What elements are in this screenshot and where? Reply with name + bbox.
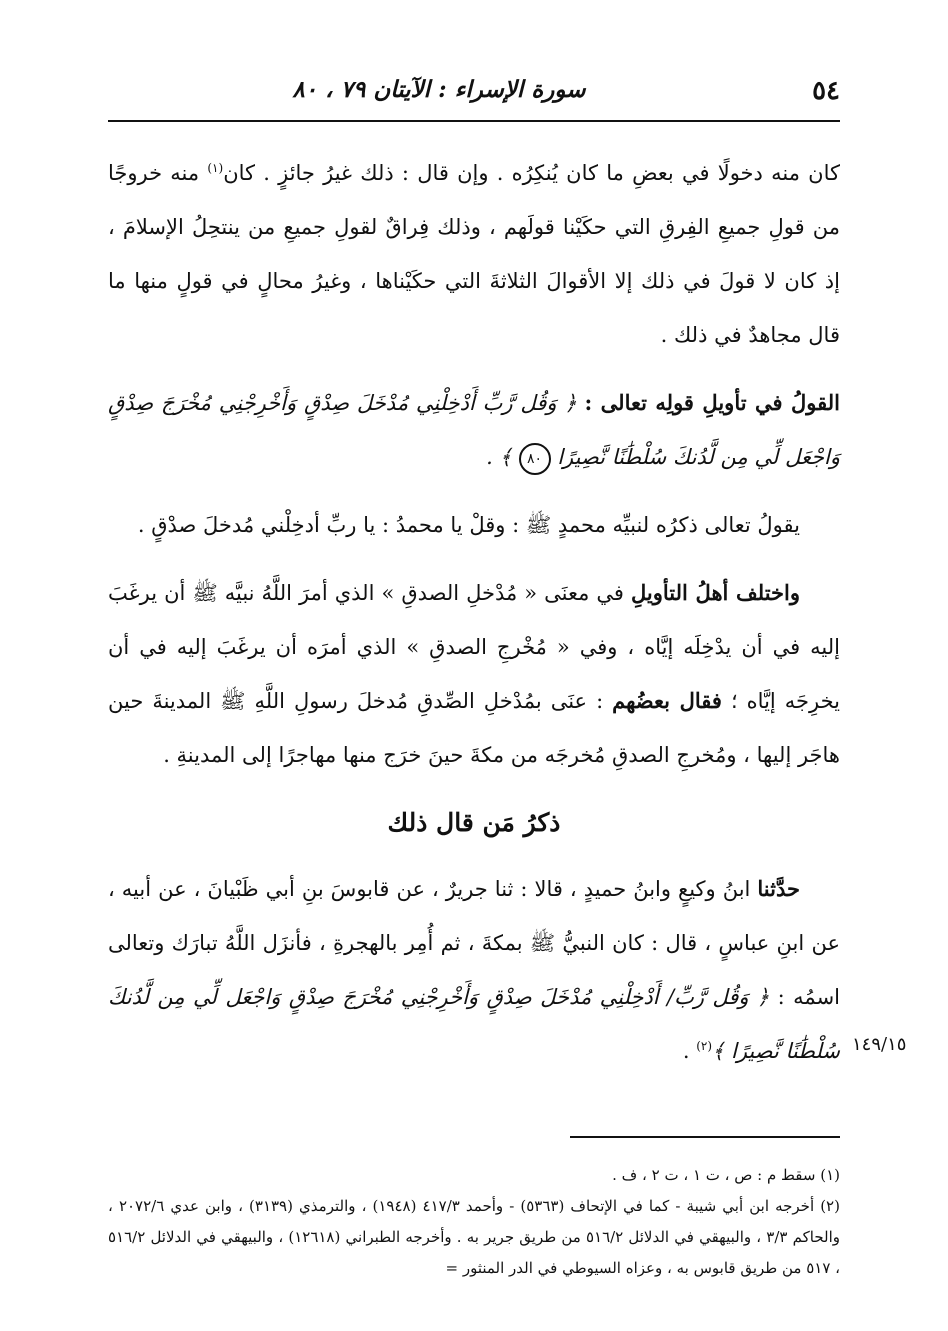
- footnote-2: (٢) أخرجه ابن أبي شيبة - كما في الإتحاف (٥٣٦٣) - وأحمد ٤١٧/٣ (١٩٤٨) ، والترمذي (٣١٣٩) ، وابن عدي ٢٠٧٢/٦ ، والحاكم ٣/٣ ، والبيهقي في الدلائل ٥١٦/٢ من طريق جرير به . وأخرجه الطبراني (١٢٦١٨) ، والبيهقي في الدلائل ٥١٦/٢ ، ٥١٧ من طريق قابوس به ، وعزاه السيوطي في الدر المنثور =: [108, 1197, 840, 1277]
- quran-verse: ﴿ وَقُل رَّبِّ أَدْخِلْنِي مُدْخَلَ صِدْقٍ وَأَخْرِجْنِي مُخْرَجَ صِدْقٍ وَاجْعَل لِّي مِن لَّدُنكَ سُلْطَٰنًا نَّصِيرًا: [108, 391, 840, 469]
- quran-verse-end: ﴾ .: [486, 445, 512, 469]
- paragraph-4-lead-2: فقال بعضُهم: [612, 688, 722, 713]
- interpretation-heading: القولُ في تأويلِ قولِه تعالى :: [584, 390, 840, 415]
- running-title: سورة الإسراء : الآيتان ٧٩ ، ٨٠: [292, 76, 586, 103]
- footnote-ref-1[interactable]: (١): [207, 161, 224, 175]
- paragraph-4-text-2: : عنَى بمُدْخلِ الصِّدقِ مُدخلَ رسولِ اللَّهِ ﷺ المدينةَ حين هاجَر إليها ، ومُخرجِ الصدقِ مُخرجَه من مكةَ حينَ خرَج منها مهاجرًا إلى المدينةِ .: [108, 689, 840, 767]
- ayah-number-marker: ٨٠: [519, 443, 551, 475]
- paragraph-1-text-continued: منه خروجًا من قولِ جميعِ الفِرقِ التي حكَيْنا قولَهم ، وذلك فِراقٌ لقولِ جميعِ من ينتحِلُ الإسلامَ ، إذ كان لا قولَ في ذلك إلا الأقوالَ الثلاثةَ التي حكَيْناها ، وغيرُ محالٍ في قولٍ منها ما قال مجاهدٌ في ذلك .: [108, 161, 840, 347]
- paragraph-3-text: يقولُ تعالى ذكرُه لنبيِّه محمدٍ ﷺ : وقلْ يا محمدُ : يا ربِّ أدخِلْني مُدخلَ صدْقٍ .: [137, 513, 800, 537]
- paragraph-1-text: كان منه دخولًا في بعضِ ما كان يُنكِرُه . وإن قال : ذلك غيرُ جائزٍ . كان: [223, 161, 840, 185]
- page-number: ٥٤: [812, 76, 840, 106]
- paragraph-5: [108, 862, 840, 1078]
- paragraph-5-text: ابنُ وكيعٍ وابنُ حميدٍ ، قالا : ثنا جريرٌ ، عن قابوسَ بنِ أبي ظَبْيانَ ، عن أبيه ، عن ابنِ عباسٍ ، قال : كان النبيُّ ﷺ بمكةَ ، ثم أُمِر بالهجرةِ ، فأنزَل اللَّهُ تبارَك وتعالى اسمُه :: [108, 877, 840, 1009]
- paragraph-5-end: .: [682, 1039, 697, 1063]
- footnotes: [108, 1160, 840, 1284]
- margin-reference: ١٤٩/١٥: [852, 1034, 907, 1055]
- paragraph-2: [108, 376, 840, 484]
- paragraph-4-lead: واختلف أهلُ التأويلِ: [631, 580, 801, 605]
- paragraph-4-text: في معنَى « مُدْخلِ الصدقِ » الذي أمرَ اللَّهُ نبيَّه ﷺ أن يرغَبَ إليه في أن يدْخِلَه إيَّاه ، وفي « مُخْرجِ الصدقِ » الذي أمرَه أن يرغَبَ إليه في أن يخرِجَه إيَّاه ؛: [108, 581, 840, 713]
- paragraph-1: [108, 146, 840, 362]
- section-heading: ذكرُ مَن قال ذلك: [387, 808, 561, 837]
- footnote-ref-2[interactable]: (٢): [696, 1039, 713, 1053]
- footnote-divider: [570, 1136, 840, 1138]
- paragraph-3: [108, 498, 840, 552]
- paragraph-4: [108, 566, 840, 782]
- quran-verse-2: ﴿ وَقُل رَّبِّ/ أَدْخِلْنِي مُدْخَلَ صِدْقٍ وَأَخْرِجْنِي مُخْرَجَ صِدْقٍ وَاجْعَل لِّي مِن لَّدُنكَ سُلْطَٰنًا نَّصِيرًا ﴾: [108, 985, 840, 1063]
- main-text: [108, 146, 840, 1092]
- footnote-1: (١) سقط م : ص ، ت ١ ، ت ٢ ، ف .: [612, 1166, 840, 1184]
- paragraph-5-lead: حدَّثنا: [757, 876, 800, 901]
- page-header: [108, 62, 840, 122]
